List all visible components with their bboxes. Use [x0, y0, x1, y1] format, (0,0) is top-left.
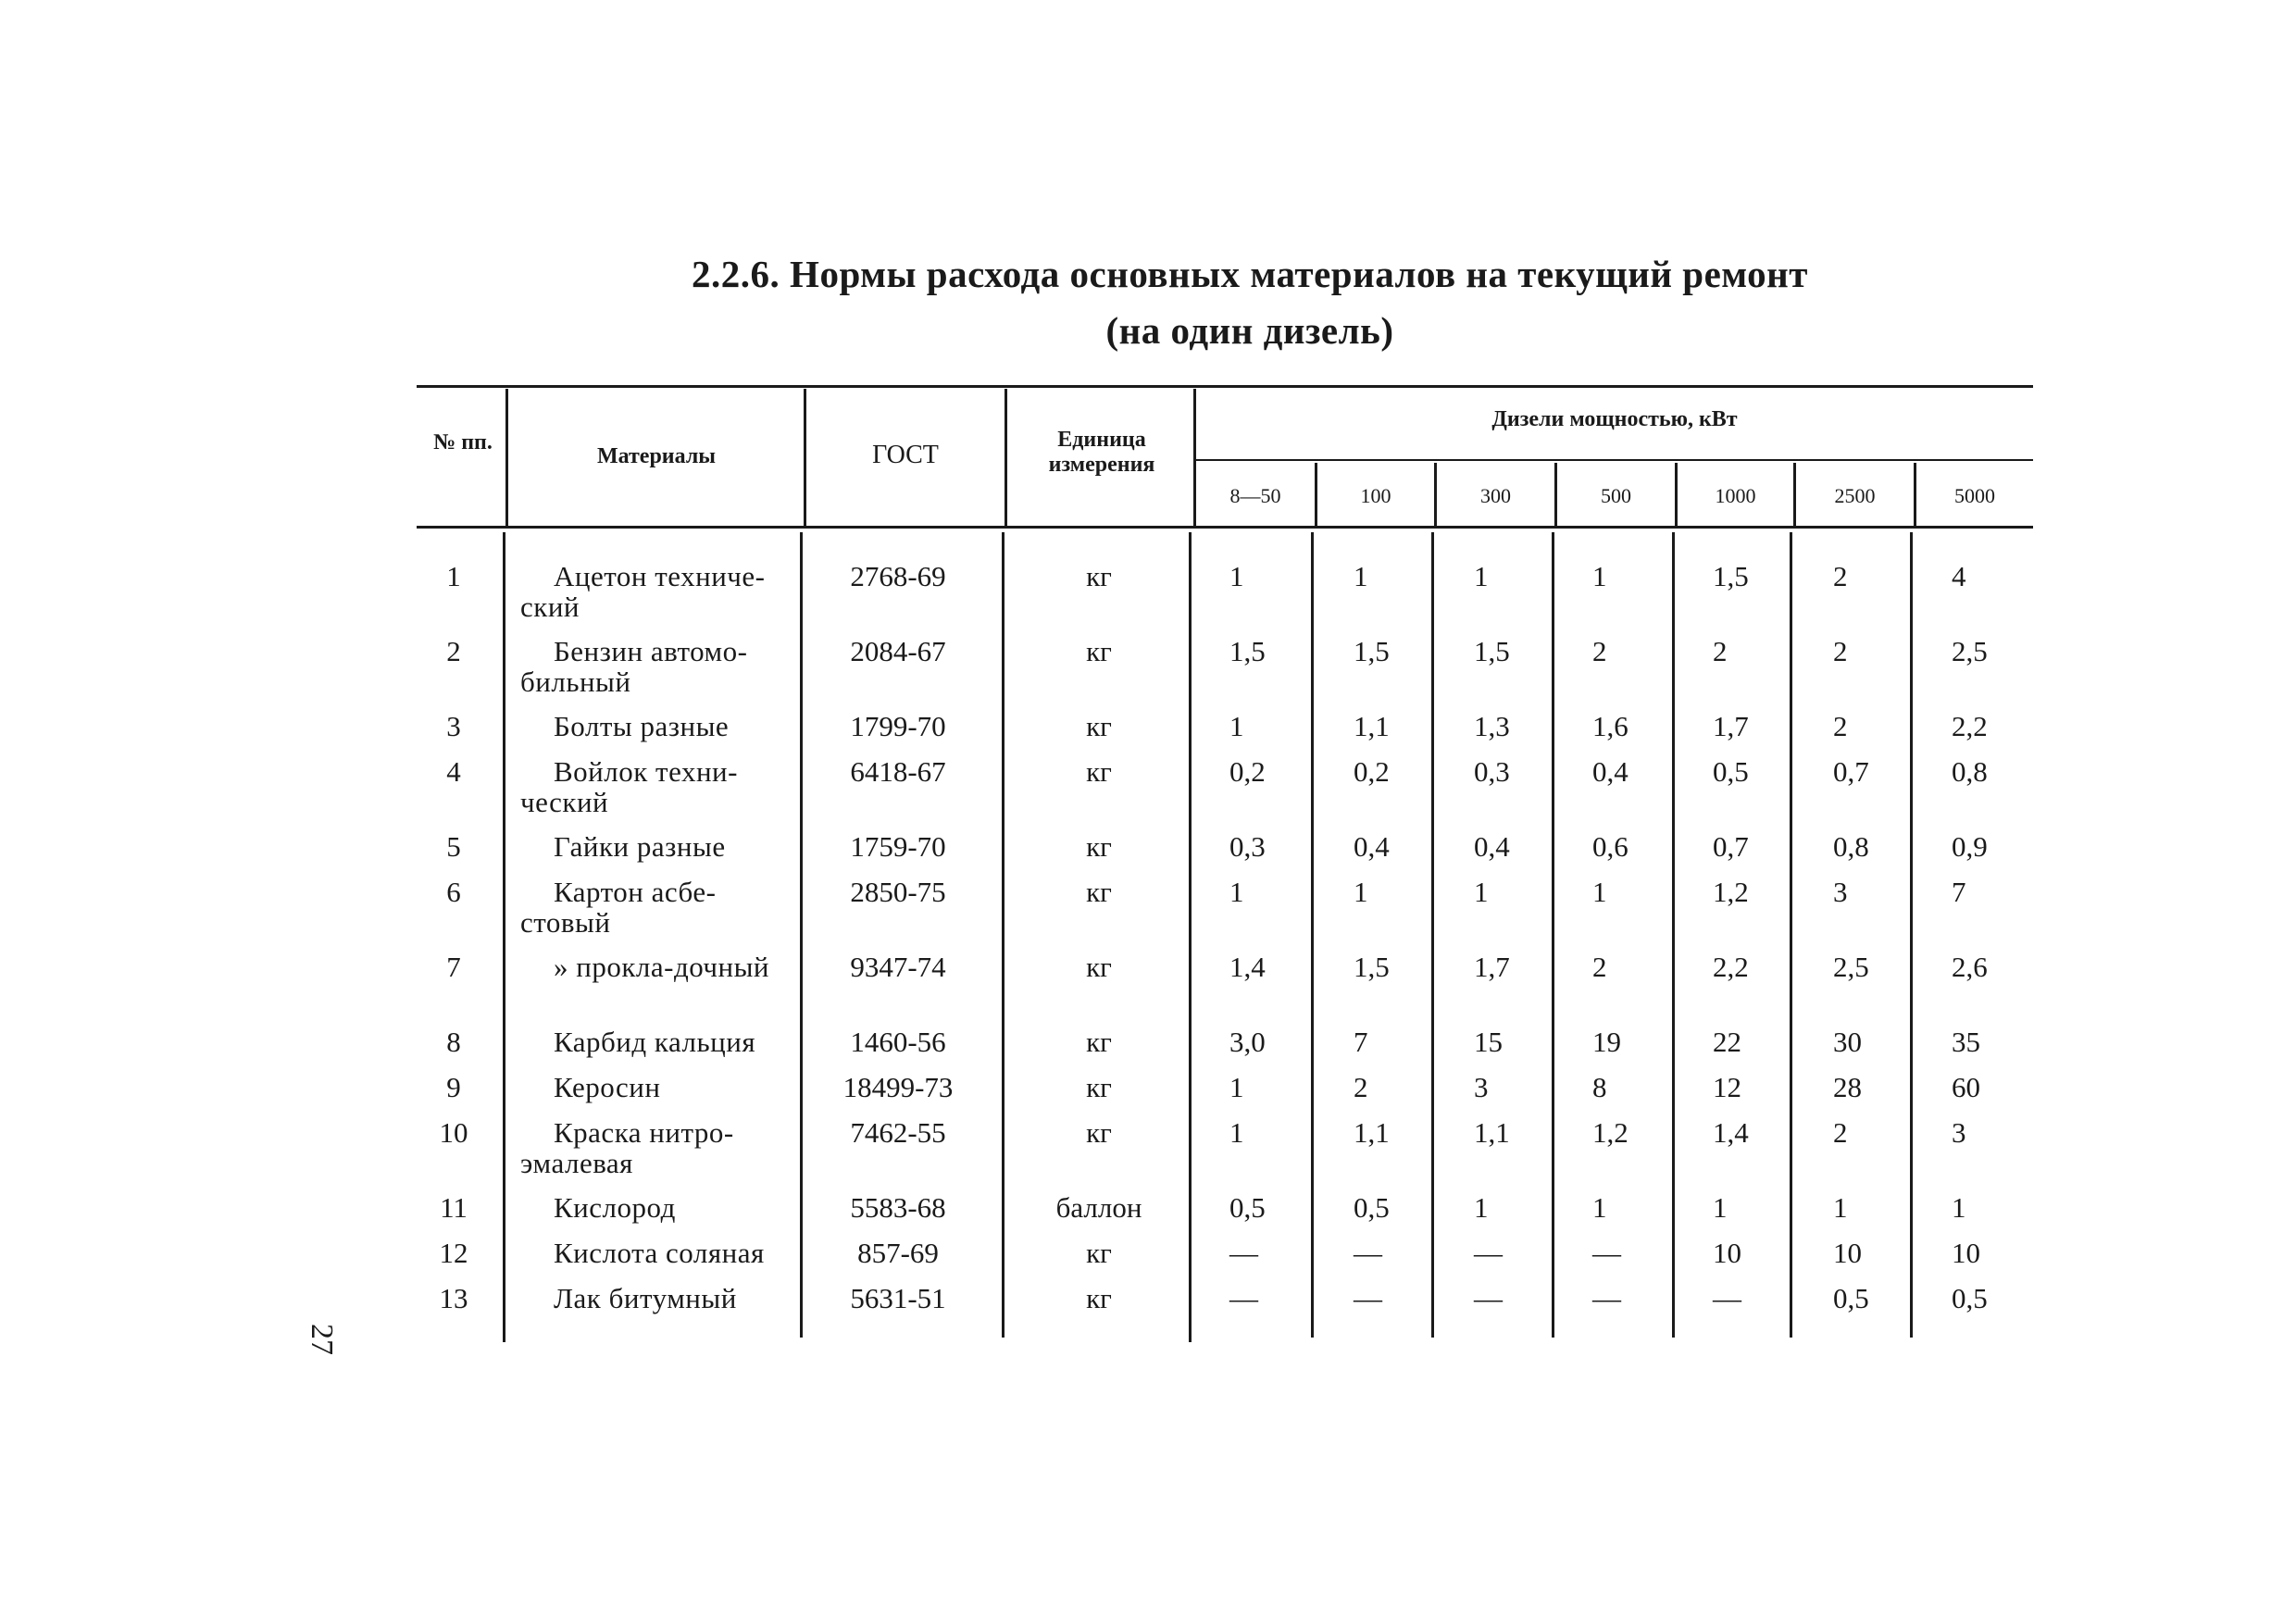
norm-value: 1,1: [1354, 1116, 1390, 1149]
norm-value: 12: [1713, 1071, 1741, 1103]
norm-value: 0,6: [1592, 830, 1628, 863]
norm-value: —: [1474, 1237, 1503, 1269]
norm-value: 1,5: [1354, 951, 1390, 983]
header-power-col: 8—50: [1229, 484, 1281, 507]
norm-value: —: [1229, 1282, 1258, 1314]
norm-value: 2: [1833, 560, 1848, 592]
unit-of-measure: кг: [1086, 1116, 1112, 1149]
material-name: Кислород: [554, 1191, 676, 1224]
norm-value: 2: [1592, 951, 1607, 983]
norm-value: 2,2: [1952, 710, 1988, 742]
norm-value: 1: [1229, 710, 1244, 742]
row-number: 6: [446, 876, 461, 908]
norm-value: 1,2: [1713, 876, 1749, 908]
gost-code: 1759-70: [850, 830, 946, 863]
material-name: Войлок техни-ческий: [520, 755, 738, 818]
norm-value: 0,4: [1354, 830, 1390, 863]
header-power-col: 100: [1360, 484, 1391, 507]
column-rule: [1790, 532, 1792, 1338]
row-number: 2: [446, 635, 461, 667]
norm-value: 0,5: [1354, 1191, 1390, 1224]
norm-value: —: [1592, 1237, 1621, 1269]
row-number: 12: [439, 1237, 468, 1269]
material-name: Бензин автомо-бильный: [520, 635, 748, 698]
norm-value: 2: [1833, 635, 1848, 667]
norm-value: 1,7: [1474, 951, 1510, 983]
norm-value: —: [1229, 1237, 1258, 1269]
norm-value: 1: [1592, 876, 1607, 908]
unit-of-measure: кг: [1086, 1026, 1112, 1058]
header-divider: [505, 389, 508, 526]
row-number: 3: [446, 710, 461, 742]
row-number: 1: [446, 560, 461, 592]
unit-of-measure: кг: [1086, 1071, 1112, 1103]
row-number: 8: [446, 1026, 461, 1058]
norm-value: 2: [1833, 710, 1848, 742]
norm-value: 1,3: [1474, 710, 1510, 742]
norm-value: 1,4: [1229, 951, 1266, 983]
gost-code: 2768-69: [850, 560, 946, 592]
norm-value: 2,5: [1833, 951, 1869, 983]
norm-value: 1: [1354, 560, 1368, 592]
unit-of-measure: кг: [1086, 830, 1112, 863]
column-rule: [800, 532, 803, 1338]
power-group-rule: [1196, 459, 2033, 461]
norm-value: 1,4: [1713, 1116, 1749, 1149]
norm-value: 1: [1592, 1191, 1607, 1224]
gost-code: 1799-70: [850, 710, 946, 742]
norm-value: 1,5: [1713, 560, 1749, 592]
norm-value: 1,5: [1354, 635, 1390, 667]
header-unit: Единица измерения: [1048, 428, 1155, 477]
row-number: 4: [446, 755, 461, 788]
column-rule: [503, 532, 505, 1342]
gost-code: 1460-56: [850, 1026, 946, 1058]
section-title: 2.2.6. Нормы расхода основных материалов на текущий ремонт: [692, 253, 1808, 295]
norm-value: 2,2: [1713, 951, 1749, 983]
gost-code: 6418-67: [850, 755, 946, 788]
unit-of-measure: кг: [1086, 1237, 1112, 1269]
norm-value: 1: [1952, 1191, 1966, 1224]
gost-code: 7462-55: [850, 1116, 946, 1149]
norm-value: 0,7: [1713, 830, 1749, 863]
norm-value: 0,3: [1229, 830, 1266, 863]
norm-value: 0,5: [1229, 1191, 1266, 1224]
header-materials: Материалы: [596, 444, 717, 468]
norm-value: 0,4: [1474, 830, 1510, 863]
norm-value: 2,6: [1952, 951, 1988, 983]
unit-of-measure: кг: [1086, 560, 1112, 592]
norm-value: 2: [1592, 635, 1607, 667]
unit-of-measure: кг: [1086, 951, 1112, 983]
norm-value: 0,9: [1952, 830, 1988, 863]
norm-value: 2: [1713, 635, 1728, 667]
norm-value: 1: [1474, 1191, 1489, 1224]
norm-value: —: [1354, 1282, 1382, 1314]
material-name: Керосин: [554, 1071, 661, 1103]
gost-code: 857-69: [857, 1237, 939, 1269]
norm-value: 0,4: [1592, 755, 1628, 788]
header-power-group: Дизели мощностью, кВт: [1491, 407, 1738, 431]
material-name: Кислота соляная: [554, 1237, 765, 1269]
column-rule: [1311, 532, 1314, 1338]
column-rule: [1552, 532, 1554, 1338]
norm-value: 2,5: [1952, 635, 1988, 667]
norm-value: 10: [1833, 1237, 1862, 1269]
gost-code: 9347-74: [850, 951, 946, 983]
norm-value: 15: [1474, 1026, 1503, 1058]
norm-value: 1,7: [1713, 710, 1749, 742]
page-number: 27: [305, 1324, 339, 1355]
norm-value: 8: [1592, 1071, 1607, 1103]
column-rule: [1189, 532, 1192, 1342]
material-name: Лак битумный: [554, 1282, 737, 1314]
norm-value: 0,8: [1952, 755, 1988, 788]
norm-value: 1,6: [1592, 710, 1628, 742]
norm-value: 1: [1592, 560, 1607, 592]
column-rule: [1672, 532, 1675, 1338]
gost-code: 2850-75: [850, 876, 946, 908]
norm-value: 60: [1952, 1071, 1980, 1103]
norm-value: 0,5: [1713, 755, 1749, 788]
header-bottom-rule: [417, 526, 2033, 529]
norm-value: 28: [1833, 1071, 1862, 1103]
norm-value: 1: [1713, 1191, 1728, 1224]
norm-value: 30: [1833, 1026, 1862, 1058]
material-name: Краска нитро-эмалевая: [520, 1116, 734, 1179]
unit-of-measure: кг: [1086, 635, 1112, 667]
column-rule: [1002, 532, 1004, 1338]
norm-value: 1: [1474, 876, 1489, 908]
norm-value: —: [1713, 1282, 1741, 1314]
gost-code: 2084-67: [850, 635, 946, 667]
norm-value: 1: [1474, 560, 1489, 592]
material-name: Болты разные: [554, 710, 730, 742]
header-gost: ГОСТ: [872, 441, 939, 469]
norm-value: 1,1: [1354, 710, 1390, 742]
norm-value: 3: [1833, 876, 1848, 908]
norm-value: —: [1474, 1282, 1503, 1314]
row-number: 11: [440, 1191, 468, 1224]
row-number: 13: [439, 1282, 468, 1314]
header-divider: [1004, 389, 1007, 526]
norm-value: 1: [1833, 1191, 1848, 1224]
table-top-rule: [417, 385, 2033, 388]
norm-value: 1: [1229, 560, 1244, 592]
norm-value: 0,3: [1474, 755, 1510, 788]
column-rule: [1910, 532, 1913, 1338]
norm-value: 0,2: [1229, 755, 1266, 788]
norm-value: 0,5: [1833, 1282, 1869, 1314]
row-number: 9: [446, 1071, 461, 1103]
norm-value: 10: [1713, 1237, 1741, 1269]
norm-value: 3: [1952, 1116, 1966, 1149]
norm-value: 1: [1229, 1116, 1244, 1149]
norm-value: 2: [1833, 1116, 1848, 1149]
norm-value: 19: [1592, 1026, 1621, 1058]
gost-code: 5583-68: [850, 1191, 946, 1224]
unit-of-measure: кг: [1086, 876, 1112, 908]
norm-value: 4: [1952, 560, 1966, 592]
norm-value: 2: [1354, 1071, 1368, 1103]
material-name: » прокла-дочный: [554, 951, 770, 983]
material-name: Картон асбе-стовый: [520, 876, 717, 939]
header-power-col: 500: [1601, 484, 1631, 507]
gost-code: 18499-73: [842, 1071, 954, 1103]
norm-value: 3,0: [1229, 1026, 1266, 1058]
row-number: 10: [439, 1116, 468, 1149]
header-power-col: 1000: [1715, 484, 1756, 507]
material-name: Ацетон техниче-ский: [520, 560, 766, 623]
header-power-col: 300: [1480, 484, 1511, 507]
row-number: 5: [446, 830, 461, 863]
norm-value: 35: [1952, 1026, 1980, 1058]
gost-code: 5631-51: [850, 1282, 946, 1314]
row-number: 7: [446, 951, 461, 983]
unit-of-measure: баллон: [1055, 1191, 1142, 1224]
norm-value: —: [1592, 1282, 1621, 1314]
header-no: № пп.: [433, 430, 493, 454]
norm-value: 1: [1354, 876, 1368, 908]
norm-value: 1,1: [1474, 1116, 1510, 1149]
norm-value: 1: [1229, 1071, 1244, 1103]
unit-of-measure: кг: [1086, 1282, 1112, 1314]
header-power-col: 5000: [1954, 484, 1995, 507]
norm-value: 1,5: [1474, 635, 1510, 667]
norm-value: 0,8: [1833, 830, 1869, 863]
norm-value: 1,2: [1592, 1116, 1628, 1149]
norm-value: 7: [1952, 876, 1966, 908]
section-subtitle: (на один дизель): [1105, 309, 1394, 352]
norm-value: 22: [1713, 1026, 1741, 1058]
norm-value: —: [1354, 1237, 1382, 1269]
norm-value: 0,2: [1354, 755, 1390, 788]
unit-of-measure: кг: [1086, 755, 1112, 788]
norm-value: 1: [1229, 876, 1244, 908]
column-rule: [1431, 532, 1434, 1338]
norm-value: 7: [1354, 1026, 1368, 1058]
norm-value: 3: [1474, 1071, 1489, 1103]
norm-value: 10: [1952, 1237, 1980, 1269]
header-power-col: 2500: [1834, 484, 1876, 507]
norm-value: 1,5: [1229, 635, 1266, 667]
material-name: Гайки разные: [554, 830, 726, 863]
norm-value: 0,7: [1833, 755, 1869, 788]
norm-value: 0,5: [1952, 1282, 1988, 1314]
unit-of-measure: кг: [1086, 710, 1112, 742]
material-name: Карбид кальция: [554, 1026, 756, 1058]
